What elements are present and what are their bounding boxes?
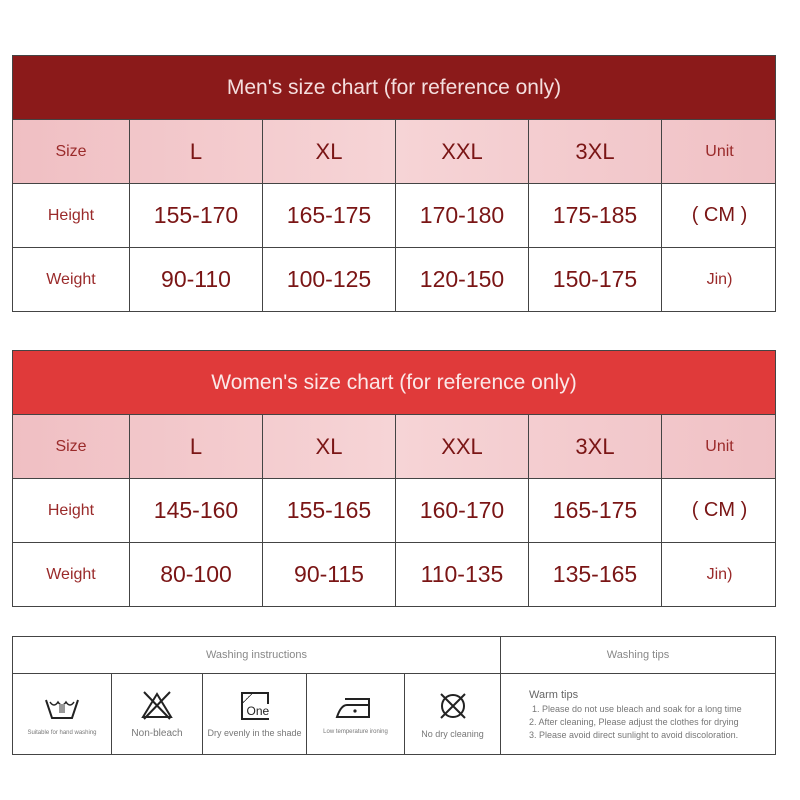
header-cell: Size — [55, 437, 87, 455]
header-cell: L — [129, 415, 262, 478]
washing-instructions-title: Washing instructions — [205, 649, 308, 661]
header-cell: XXL — [395, 415, 528, 478]
hand-wash-icon — [44, 694, 80, 722]
table-cell: 90-110 — [129, 248, 262, 311]
unit-cell: ( CM ) — [661, 479, 777, 542]
table-row — [13, 247, 775, 311]
iron-low-icon — [335, 695, 377, 721]
table-cell: 160-170 — [395, 479, 528, 542]
washing-table — [12, 636, 776, 755]
dry-shade-icon — [241, 692, 269, 720]
table-cell: 80-100 — [129, 543, 262, 606]
dry-shade-glyph: One — [246, 703, 270, 718]
care-label: Low temperature ironing — [323, 728, 388, 735]
men-size-table — [12, 55, 776, 312]
care-item — [13, 674, 111, 755]
table-cell: 155-165 — [262, 479, 395, 542]
care-item — [404, 674, 500, 755]
care-label: Suitable for hand washing — [27, 729, 97, 736]
table-cell: 110-135 — [395, 543, 528, 606]
header-cell: Unit — [661, 415, 777, 478]
no-dry-clean-icon — [438, 691, 468, 721]
table-cell: 150-175 — [528, 248, 661, 311]
unit-cell: Jin) — [661, 248, 777, 311]
table-cell: 155-170 — [129, 184, 262, 247]
table-row — [13, 542, 775, 606]
header-cell: Unit — [661, 120, 777, 183]
tip-item: 2. After cleaning, Please adjust the clothes for drying — [529, 717, 739, 727]
header-cell: XL — [262, 415, 395, 478]
table-row — [13, 183, 775, 247]
care-label: Non-bleach — [131, 728, 183, 739]
table-row — [13, 478, 775, 542]
table-cell: 120-150 — [395, 248, 528, 311]
table-cell: 90-115 — [262, 543, 395, 606]
washing-tips-title: Washing tips — [500, 637, 775, 673]
care-label: Dry evenly in the shade — [207, 727, 302, 738]
women-table-title: Women's size chart (for reference only) — [13, 351, 775, 414]
header-cell: XL — [262, 120, 395, 183]
table-cell: 175-185 — [528, 184, 661, 247]
tip-item: 3. Please avoid direct sunlight to avoid discoloration. — [529, 730, 739, 740]
row-label: Weight — [46, 565, 96, 583]
warm-tips — [500, 674, 775, 755]
care-item — [202, 674, 306, 755]
table-cell: 170-180 — [395, 184, 528, 247]
care-item — [306, 674, 404, 755]
unit-cell: ( CM ) — [661, 184, 777, 247]
table-cell: 145-160 — [129, 479, 262, 542]
header-row — [13, 119, 775, 183]
table-cell: 135-165 — [528, 543, 661, 606]
tip-item: 1. Please do not use bleach and soak for a long time — [532, 704, 742, 714]
row-label: Height — [47, 501, 95, 519]
row-label: Weight — [46, 270, 96, 288]
women-size-table — [12, 350, 776, 607]
header-cell: Size — [55, 142, 87, 160]
care-label: No dry cleaning — [421, 728, 484, 739]
header-cell: XXL — [395, 120, 528, 183]
no-bleach-icon — [140, 690, 174, 720]
table-cell: 100-125 — [262, 248, 395, 311]
header-cell: 3XL — [528, 120, 661, 183]
header-cell: L — [129, 120, 262, 183]
table-cell: 165-175 — [262, 184, 395, 247]
header-row — [13, 414, 775, 478]
row-label: Height — [47, 206, 95, 224]
care-item — [111, 674, 202, 755]
header-cell: 3XL — [528, 415, 661, 478]
unit-cell: Jin) — [661, 543, 777, 606]
table-cell: 165-175 — [528, 479, 661, 542]
tips-heading: Warm tips — [529, 689, 579, 701]
men-table-title: Men's size chart (for reference only) — [13, 56, 775, 119]
